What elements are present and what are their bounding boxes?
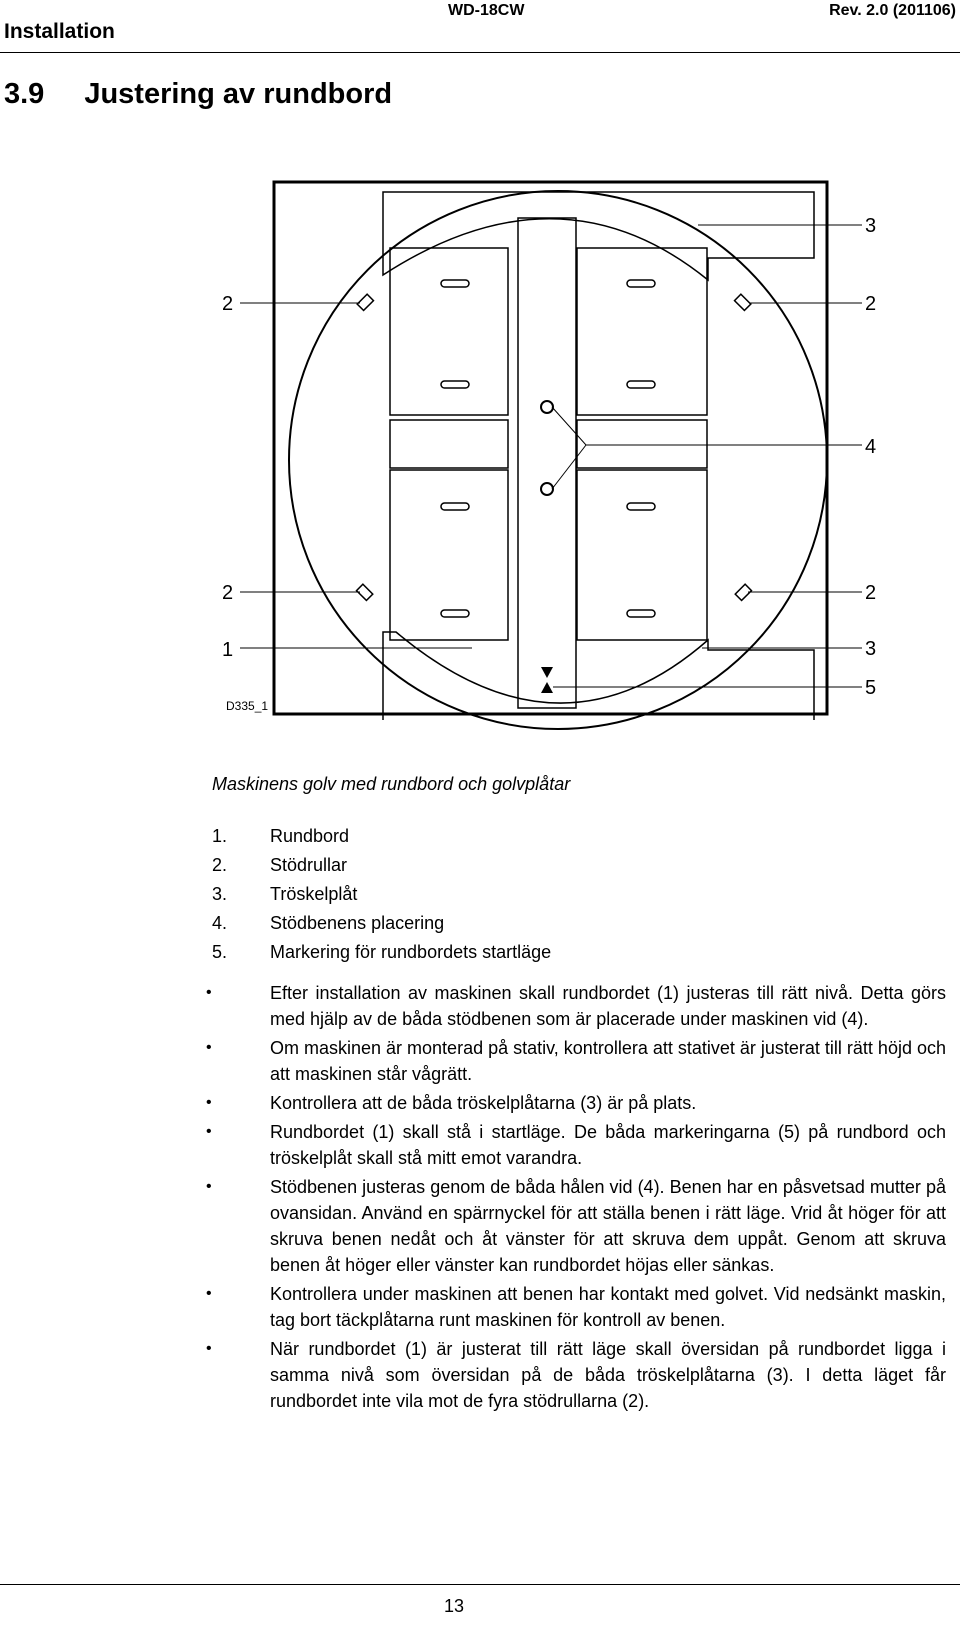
footer-rule (0, 1584, 960, 1585)
threshold-plate-top (383, 192, 814, 280)
callout-left-2-top: 2 (222, 293, 234, 315)
bullet-item: • Rundbordet (1) skall stå i startläge. De båda markeringarna (5) på rundbord och tröskelplåt skall stå mitt emot varandra. (206, 1119, 946, 1171)
page-number: 13 (444, 1596, 465, 1616)
table-plate-1 (390, 248, 508, 415)
legend-item: 1. Rundbord (212, 826, 350, 846)
table-plate-6 (577, 470, 707, 640)
table-plate-2 (577, 248, 707, 415)
instruction-bullets (206, 980, 946, 1417)
table-plate-5 (390, 470, 508, 640)
bullet-item: • Efter installation av maskinen skall rundbordet (1) justeras till rätt nivå. Detta görs med hjälp av de båda stödbenen som är placerade under maskinen vid (4). (206, 980, 946, 1032)
callout-right-3-top: 3 (865, 215, 877, 237)
figure-caption: Maskinens golv med rundbord och golvplåtar (212, 774, 571, 794)
legend-item: 3. Tröskelplåt (212, 884, 358, 904)
callout-left-1: 1 (222, 639, 234, 661)
header-model: WD-18CW (448, 2, 525, 19)
bullet-item: • Om maskinen är monterad på stativ, kontrollera att stativet är justerat till rätt höjd och att maskinen står vågrätt. (206, 1035, 946, 1087)
threshold-plate-bottom (383, 632, 814, 720)
callout-right-2-top: 2 (865, 293, 877, 315)
header-rule (0, 52, 960, 53)
start-marker-table (541, 667, 553, 678)
callout-right-4: 4 (865, 436, 877, 458)
section-heading: Justering av rundbord (84, 78, 393, 110)
callout-right-5: 5 (865, 677, 877, 699)
header-revision: Rev. 2.0 (201106) (829, 2, 956, 19)
start-marker-plate (541, 682, 553, 693)
section-number: 3.9 (4, 78, 45, 110)
legend-list (212, 822, 551, 967)
bullet-item: • Stödbenen justeras genom de båda hålen vid (4). Benen har en påsvetsad mutter på ovansidan. Använd en spärrnyckel för att ställa benen i rätt läge. Vrid åt höger för att skruva benen nedåt och åt vänster för att skruva dem uppåt. Genom att skruva benen åt höger eller vänster kan rundbordet höjas eller sänkas. (206, 1174, 946, 1278)
support-rollers (357, 294, 752, 600)
figure-id-label: D335_1 (226, 699, 269, 713)
legend-item: 2. Stödrullar (212, 855, 348, 875)
table-plate-3 (390, 420, 508, 468)
table-plate-center (518, 218, 576, 708)
support-leg-hole-1 (541, 401, 553, 413)
callout-left-2-bottom: 2 (222, 582, 234, 604)
rundbord-figure (0, 170, 960, 750)
callout-right-2-bottom: 2 (865, 582, 877, 604)
bullet-item: • Kontrollera att de båda tröskelplåtarna (3) är på plats. (206, 1090, 946, 1116)
section-title (4, 78, 392, 111)
callout-right-3-bottom: 3 (865, 638, 877, 660)
machine-floor-frame (274, 182, 827, 714)
legend-item: 5. Markering för rundbordets startläge (212, 942, 552, 962)
header-section: Installation (4, 20, 115, 43)
support-leg-hole-2 (541, 483, 553, 495)
slot-holes (441, 280, 655, 617)
legend-item: 4. Stödbenens placering (212, 913, 445, 933)
bullet-item: • När rundbordet (1) är justerat till rätt läge skall översidan på rundbordet ligga i samma nivå som översidan på de båda tröskelplåtarna (3). I detta läget får rundbordet inte vila mot de fyra stödrullarna (2). (206, 1336, 946, 1414)
page-header (0, 0, 960, 56)
floor-diagram (0, 170, 960, 750)
bullet-item: • Kontrollera under maskinen att benen har kontakt med golvet. Vid nedsänkt maskin, tag bort täckplåtarna runt maskinen för kontroll av benen. (206, 1281, 946, 1333)
table-plate-4 (577, 420, 707, 468)
